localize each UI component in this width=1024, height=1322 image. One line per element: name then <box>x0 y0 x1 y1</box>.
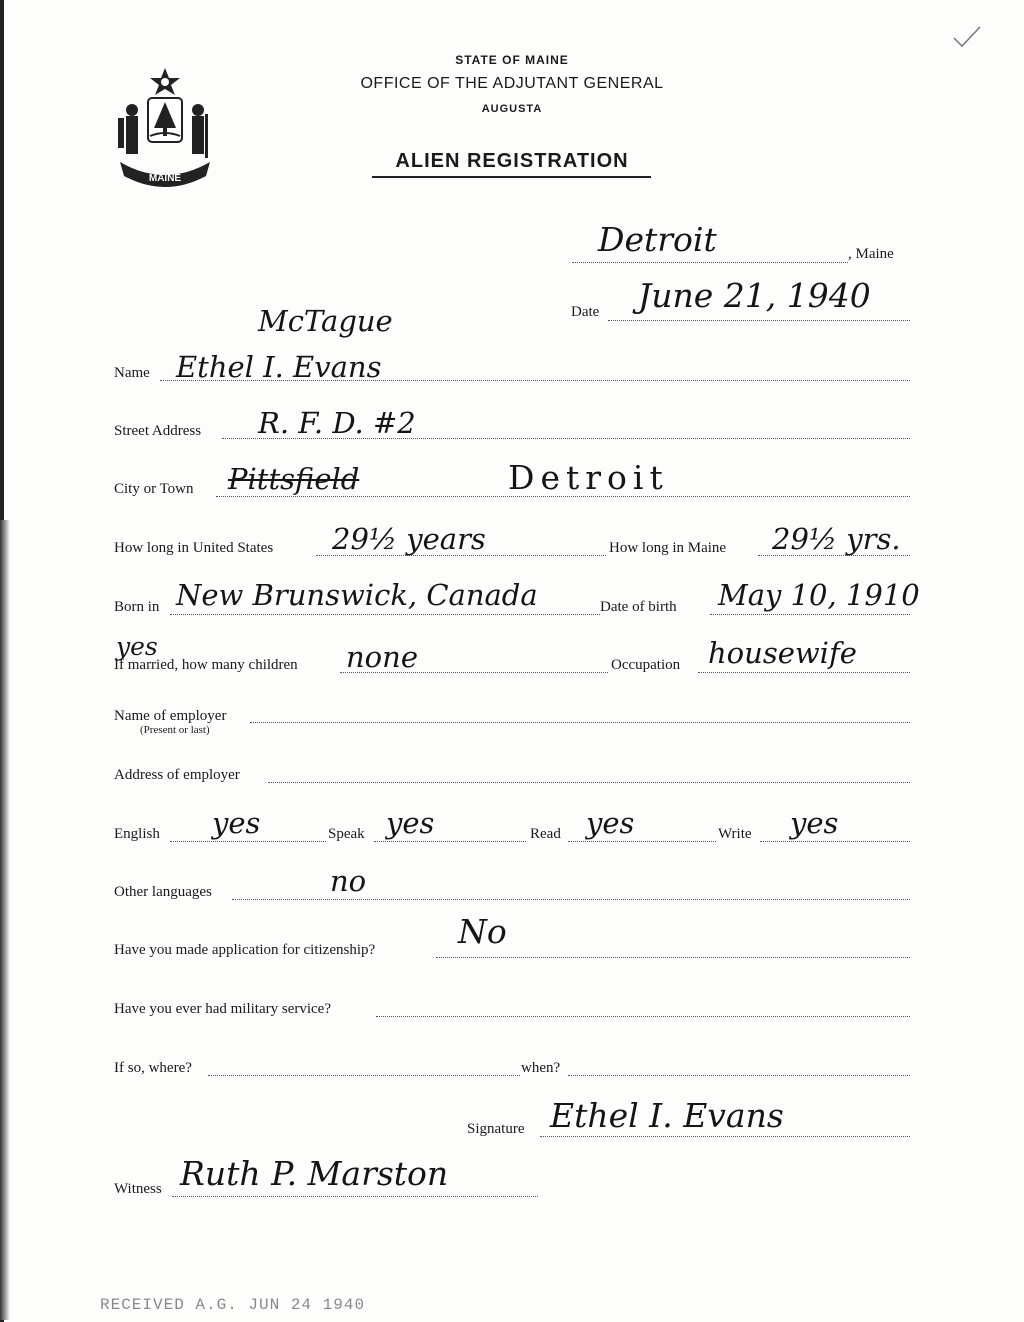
location-value: Detroit <box>598 220 717 259</box>
write-value: yes <box>790 806 839 840</box>
date-of-birth-line <box>710 614 910 615</box>
english-value: yes <box>212 806 261 840</box>
signature-value: Ethel I. Evans <box>550 1096 784 1135</box>
english-label: English <box>114 826 160 842</box>
name-label: Name <box>114 365 150 381</box>
how-long-us-label: How long in United States <box>114 540 274 556</box>
when-label: when? <box>521 1060 561 1076</box>
received-stamp: RECEIVED A.G. JUN 24 1940 <box>100 1296 366 1314</box>
date-value: June 21, 1940 <box>638 276 871 315</box>
other-languages-label: Other languages <box>114 884 212 900</box>
english-line <box>170 841 326 842</box>
witness-label: Witness <box>114 1181 162 1197</box>
title-underline <box>372 176 651 178</box>
if-so-where-label: If so, where? <box>114 1060 192 1076</box>
occupation-line <box>698 672 910 673</box>
date-of-birth-label: Date of birth <box>600 599 677 615</box>
city-heading: AUGUSTA <box>481 103 543 115</box>
married-answer: yes <box>116 632 158 661</box>
read-value: yes <box>586 806 635 840</box>
military-line <box>376 1016 910 1017</box>
street-address-label: Street Address <box>114 423 202 439</box>
employer-address-line <box>268 782 910 783</box>
military-label: Have you ever had military service? <box>114 1001 331 1017</box>
location-suffix: , Maine <box>848 246 894 262</box>
state-heading: STATE OF MAINE <box>455 53 569 67</box>
born-in-line <box>170 614 600 615</box>
witness-value: Ruth P. Marston <box>180 1154 449 1193</box>
how-long-maine-value: 29½ yrs. <box>772 522 901 556</box>
check-mark-icon <box>952 24 982 50</box>
witness-line <box>172 1196 538 1197</box>
read-line <box>568 841 716 842</box>
employer-address-label: Address of employer <box>114 767 240 783</box>
street-address-value: R. F. D. #2 <box>258 406 416 440</box>
date-line <box>608 320 910 321</box>
read-label: Read <box>530 826 561 842</box>
if-so-where-line <box>208 1075 520 1076</box>
speak-label: Speak <box>328 826 365 842</box>
occupation-label: Occupation <box>611 657 681 673</box>
date-of-birth-value: May 10, 1910 <box>718 578 920 612</box>
how-long-maine-label: How long in Maine <box>609 540 727 556</box>
employer-name-note: (Present or last) <box>140 724 210 736</box>
city-value: Detroit <box>508 458 669 497</box>
children-value: none <box>346 640 418 674</box>
date-label: Date <box>571 304 600 320</box>
speak-value: yes <box>386 806 435 840</box>
employer-name-label: Name of employer <box>114 708 227 724</box>
seal-banner-text: MAINE <box>148 173 182 184</box>
employer-name-line <box>250 722 910 723</box>
how-long-us-value: 29½ years <box>332 522 486 556</box>
speak-line <box>374 841 526 842</box>
married-label: If married, how many children <box>114 657 298 673</box>
name-value: Ethel I. Evans <box>176 350 382 384</box>
citizenship-label: Have you made application for citizenship? <box>114 942 376 958</box>
when-line <box>568 1075 910 1076</box>
citizenship-line <box>436 957 910 958</box>
citizenship-value: No <box>458 912 507 951</box>
location-line <box>572 262 848 263</box>
name-annotation: McTague <box>258 304 393 338</box>
write-line <box>760 841 910 842</box>
form-title: ALIEN REGISTRATION <box>395 150 629 172</box>
born-in-value: New Brunswick, Canada <box>176 578 538 612</box>
occupation-value: housewife <box>708 636 857 670</box>
other-languages-line <box>232 899 910 900</box>
scan-shadow <box>0 520 10 1320</box>
city-struck-value: Pittsfield <box>228 462 360 496</box>
office-heading: OFFICE OF THE ADJUTANT GENERAL <box>360 75 664 92</box>
signature-label: Signature <box>467 1121 525 1137</box>
write-label: Write <box>718 826 752 842</box>
city-label: City or Town <box>114 481 194 497</box>
born-in-label: Born in <box>114 599 160 615</box>
signature-line <box>540 1136 910 1137</box>
other-languages-value: no <box>330 864 367 898</box>
